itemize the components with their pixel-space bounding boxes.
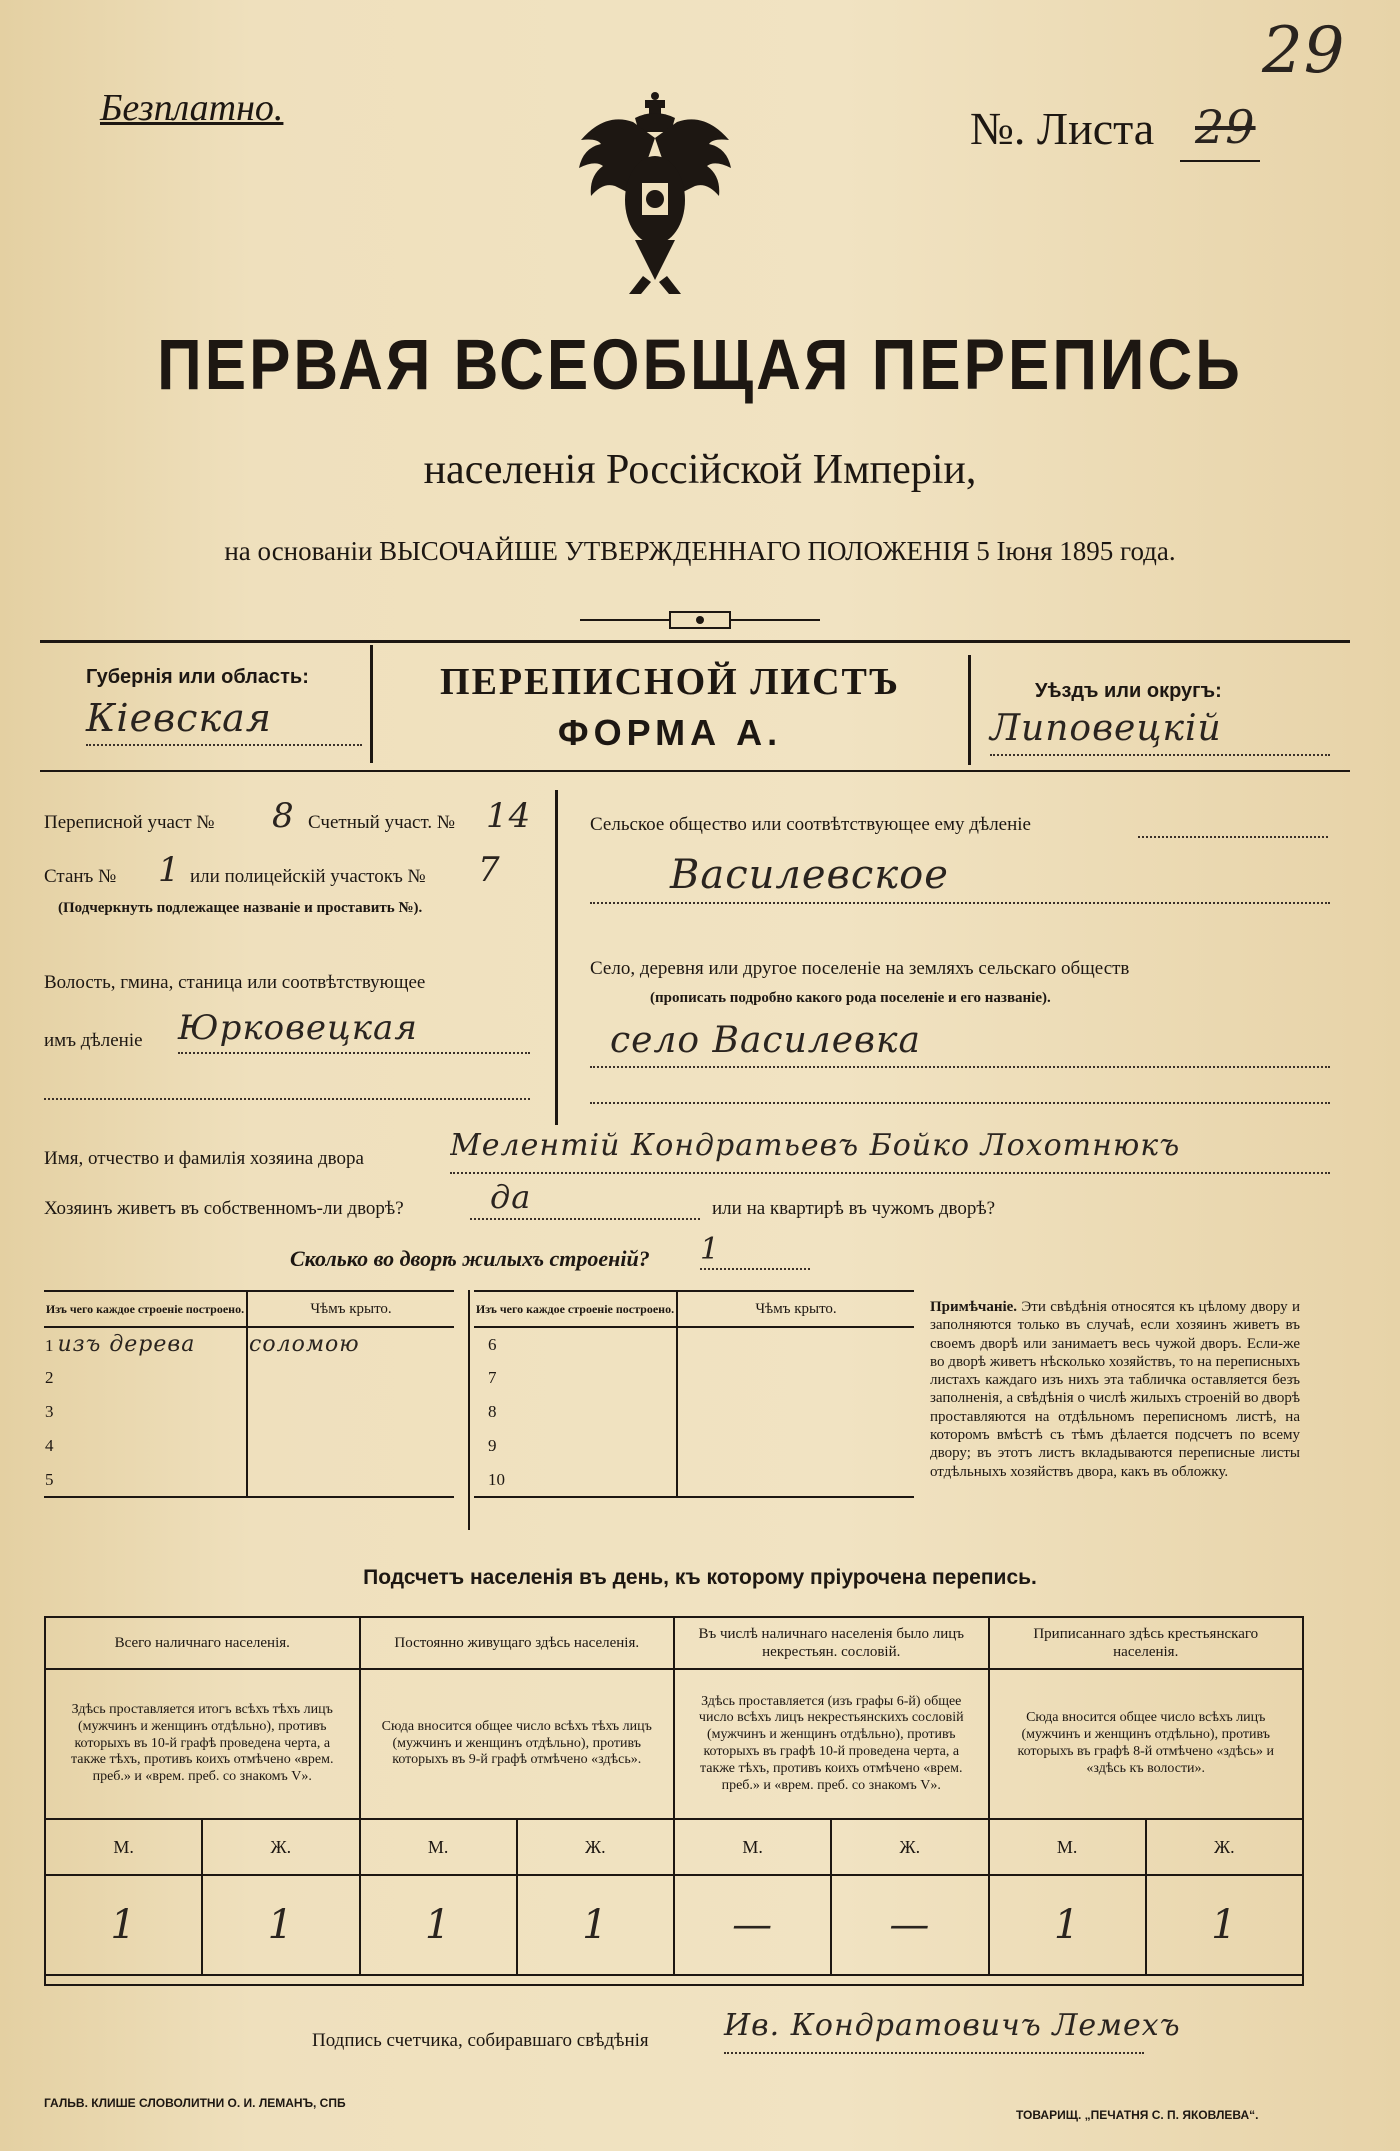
- female-header: Ж.: [517, 1819, 674, 1875]
- form-header-divider-left: [370, 645, 373, 763]
- form-title: ПЕРЕПИСНОЙ ЛИСТЪ: [440, 661, 900, 703]
- tally-head-permanent: Постоянно живущаго здѣсь населенія.: [360, 1617, 675, 1669]
- tally-head-total: Всего наличнаго населенія.: [45, 1617, 360, 1669]
- table-separator: [468, 1290, 470, 1530]
- count-section-label: Счетный участ. №: [308, 812, 455, 833]
- row-number: 2: [45, 1368, 54, 1387]
- signature-label: Подпись счетчика, собиравшаго свѣдѣнія: [312, 2030, 649, 2051]
- row-number: 7: [488, 1368, 497, 1387]
- note-text: Эти свѣдѣнія относятся къ цѣлому двору и заполняются только въ случаѣ, если хозяинъ живетъ въ своемъ дворѣ или занимаетъ весь чужой дворъ. Если-же во дворѣ живетъ нѣсколько хозяйствъ, то на переписныхъ листахъ каждаго изъ нихъ эта табличка оставляется безъ заполненія, а свѣдѣнія о числѣ жилыхъ строеній во дворѣ проставляются на отдѣльномъ переписномъ листѣ, на которомъ вмѣстѣ съ тѣмъ дѣлается подсчетъ по всему двору; въ этотъ листъ вкладываются переписные листы отдѣльныхъ хозяйствъ двора, какъ въ обложку.: [930, 1299, 1301, 1480]
- society-value: Василевское: [590, 852, 1330, 904]
- volost-label: Волость, гмина, станица или соотвѣтствующее: [44, 972, 426, 993]
- row-number: 1: [45, 1336, 54, 1355]
- main-title: ПЕРВАЯ ВСЕОБЩАЯ ПЕРЕПИСЬ: [157, 325, 1243, 406]
- buildings-label: Сколько во дворѣ жилыхъ строеній?: [290, 1246, 650, 1271]
- row-number: 9: [488, 1436, 497, 1455]
- tally-desc-peasant: Сюда вносится общее число всѣхъ лицъ (мужчинъ и женщинъ отдѣльно), противъ которыхъ въ графѣ 8-й отмѣчено «здѣсь» и «здѣсь къ волости».: [989, 1669, 1304, 1819]
- row-number: 8: [488, 1402, 497, 1421]
- male-header: М.: [45, 1819, 202, 1875]
- table-row: [474, 1429, 914, 1463]
- stan-label: Станъ №: [44, 866, 117, 887]
- form-header-top-rule: [40, 640, 1350, 643]
- buildings-value: 1: [700, 1232, 810, 1270]
- tally-head-non-peasant: Въ числѣ наличнаго населенія было лицъ некрестьян. сословій.: [674, 1617, 989, 1669]
- count-section-value: 14: [486, 796, 532, 836]
- non-peasant-female-value: —: [831, 1875, 988, 1975]
- note-label: Примѣчаніе.: [930, 1299, 1018, 1315]
- tally-desc-total: Здѣсь проставляется итогъ всѣхъ тѣхъ лицъ (мужчинъ и женщинъ отдѣльно), противъ которыхъ въ 10-й графѣ проведена черта, а также тѣхъ, противъ коихъ отмѣчено «врем. преб.» и «врем. преб. со знакомъ V».: [45, 1669, 360, 1819]
- rented-label: или на квартирѣ въ чужомъ дворѣ?: [712, 1198, 996, 1219]
- table-row: [44, 1395, 454, 1429]
- table-row: [474, 1327, 914, 1361]
- roof-header: Чѣмъ крыто.: [310, 1300, 392, 1317]
- signature-value: Ив. Кондратовичъ Лемехъ: [724, 2008, 1144, 2054]
- form-header-divider-right: [968, 655, 971, 765]
- population-tally-table: [44, 1616, 1304, 1986]
- tally-head-peasant: Приписаннаго здѣсь крестьянскаго населенія.: [989, 1617, 1304, 1669]
- printer-left: ГАЛЬВ. КЛИШЕ СЛОВОЛИТНИ О. И. ЛЕМАНЪ, СПБ: [44, 2096, 346, 2110]
- male-header: М.: [674, 1819, 831, 1875]
- buildings-table-right: [474, 1290, 914, 1498]
- buildings-table-left: [44, 1290, 454, 1498]
- volost-extra-line: [44, 1096, 530, 1100]
- row-number: 5: [45, 1469, 54, 1489]
- tally-desc-non-peasant: Здѣсь проставляется (изъ графы 6-й) общее число всѣхъ лицъ некрестьянскихъ сословій (мужчинъ и женщинъ отдѣльно), противъ которыхъ въ графѣ 10-й проведена черта, а также тѣхъ, противъ коихъ отмѣчено «врем. преб.» и «врем. преб. со знакомъ V».: [674, 1669, 989, 1819]
- province-value: Кіевская: [86, 696, 362, 746]
- row-number: 3: [45, 1402, 54, 1421]
- own-yard-label: Хозяинъ живетъ въ собственномъ-ли дворѣ?: [44, 1198, 404, 1219]
- peasant-female-value: 1: [1146, 1875, 1303, 1975]
- village-extra-line: [590, 1100, 1330, 1104]
- form-type: ФОРМА А.: [557, 712, 783, 753]
- stan-value: 1: [158, 850, 181, 890]
- ornament-divider: [580, 606, 820, 634]
- table-row: [44, 1463, 454, 1497]
- province-label: Губернія или область:: [86, 666, 309, 688]
- peasant-male-value: 1: [989, 1875, 1146, 1975]
- male-header: М.: [989, 1819, 1146, 1875]
- row-number: 10: [488, 1469, 505, 1489]
- sheet-number-label: №. Листа: [970, 103, 1155, 154]
- legal-basis: на основаніи ВЫСОЧАЙШЕ УТВЕРЖДЕННАГО ПОЛОЖЕНІЯ 5 Іюня 1895 года.: [224, 536, 1176, 566]
- tally-title: Подсчетъ населенія въ день, къ которому пріурочена перепись.: [363, 1566, 1037, 1589]
- own-yard-value: да: [470, 1178, 700, 1220]
- material-header: Изъ чего каждое строеніе построено.: [44, 1291, 247, 1327]
- owner-name-value: Мелентій Кондратьевъ Бойко Лохотнюкъ: [450, 1128, 1330, 1174]
- address-divider: [555, 790, 558, 1125]
- owner-name-label: Имя, отчество и фамилія хозяина двора: [44, 1148, 364, 1169]
- female-header: Ж.: [1146, 1819, 1303, 1875]
- tally-desc-permanent: Сюда вносится общее число всѣхъ тѣхъ лицъ (мужчинъ и женщинъ отдѣльно), противъ которыхъ въ 9-й графѣ отмѣчено «здѣсь».: [360, 1669, 675, 1819]
- row-number: 6: [488, 1334, 497, 1354]
- police-label: или полицейскій участокъ №: [190, 866, 426, 887]
- sheet-number-value: 29: [1195, 100, 1256, 154]
- table-row: [474, 1361, 914, 1395]
- male-header: М.: [360, 1819, 517, 1875]
- total-female-value: 1: [202, 1875, 359, 1975]
- census-section-label: Переписной участ №: [44, 812, 215, 833]
- material-header: Изъ чего каждое строеніе построено.: [474, 1291, 677, 1327]
- society-label: Сельское общество или соотвѣтствующее ему дѣленіе: [590, 814, 1031, 835]
- permanent-male-value: 1: [360, 1875, 517, 1975]
- table-row: [474, 1395, 914, 1429]
- sheet-number-underline: [1180, 160, 1260, 162]
- imperial-eagle-emblem-icon: [575, 90, 735, 300]
- table-row: [44, 1327, 454, 1361]
- permanent-female-value: 1: [517, 1875, 674, 1975]
- subtitle: населенія Россійской Имперіи,: [423, 447, 977, 493]
- non-peasant-male-value: —: [674, 1875, 831, 1975]
- roof-value: соломою: [249, 1332, 360, 1357]
- material-value: изъ дерева: [57, 1332, 196, 1357]
- table-row: [44, 1429, 454, 1463]
- table-row: [474, 1463, 914, 1497]
- district-label: Уѣздъ или округъ:: [1035, 680, 1222, 702]
- form-header-bottom-rule: [40, 770, 1350, 772]
- volost-label-cont: имъ дѣленіе: [44, 1030, 143, 1051]
- free-label: Безплатно.: [100, 87, 284, 129]
- underline-note: (Подчеркнуть подлежащее названіе и проставить №).: [58, 900, 423, 916]
- village-label: Село, деревня или другое поселеніе на земляхъ сельскаго обществ: [590, 958, 1130, 979]
- row-number: 4: [45, 1436, 54, 1455]
- female-header: Ж.: [831, 1819, 988, 1875]
- note-block: [930, 1298, 1300, 1481]
- table-row: [44, 1361, 454, 1395]
- district-value: Липовецкій: [990, 708, 1330, 756]
- total-male-value: 1: [45, 1875, 202, 1975]
- sheet-number-handwritten-corner: 29: [1262, 14, 1346, 88]
- census-section-value: 8: [272, 796, 295, 836]
- volost-value: Юрковецкая: [178, 1008, 530, 1054]
- police-value: 7: [478, 850, 501, 890]
- village-value: село Василевка: [590, 1020, 1330, 1068]
- female-header: Ж.: [202, 1819, 359, 1875]
- village-note: (прописать подробно какого рода поселеніе и его названіе).: [650, 990, 1051, 1006]
- society-label-line: [1138, 834, 1328, 838]
- printer-right: ТОВАРИЩ. „ПЕЧАТНЯ С. П. ЯКОВЛЕВА“.: [1016, 2108, 1259, 2122]
- roof-header: Чѣмъ крыто.: [755, 1300, 837, 1317]
